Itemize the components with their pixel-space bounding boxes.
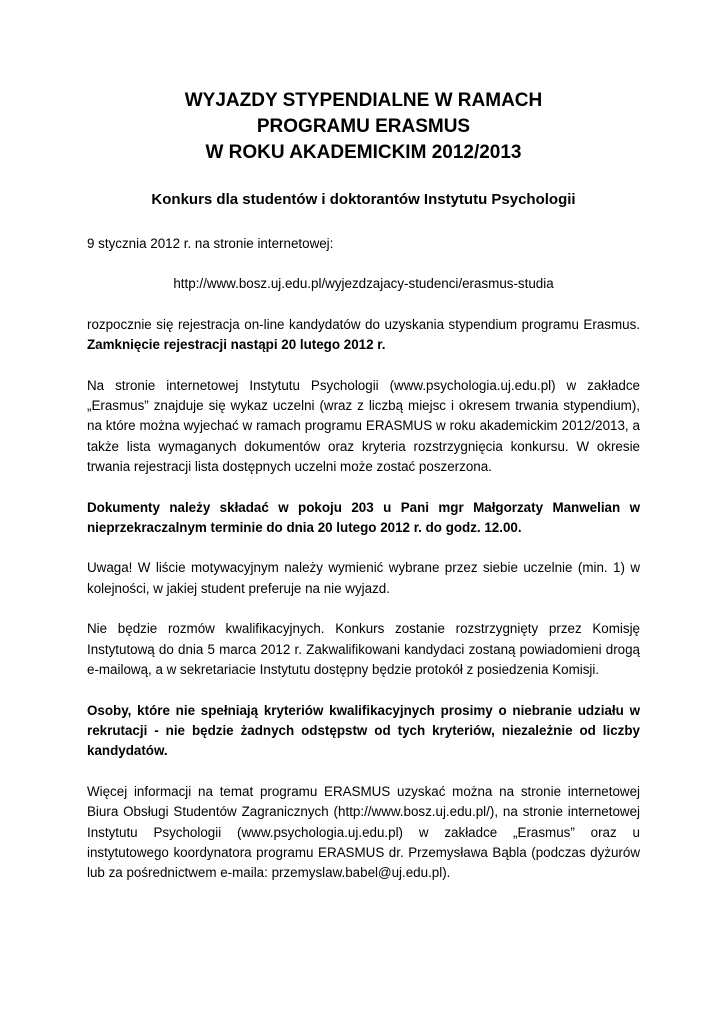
documents-paragraph: Dokumenty należy składać w pokoju 203 u Pani mgr Małgorzaty Manwelian w nieprzekraczalnym terminie do dnia 20 lutego 2012 r. do godz. 12.00. <box>87 499 640 536</box>
registration-deadline: Zamknięcie rejestracji nastąpi 20 lutego 2012 r. <box>87 337 386 353</box>
university-list-paragraph: Na stronie internetowej Instytutu Psychologii (www.psychologia.uj.edu.pl) w zakładce „Erasmus” znajduje się wykaz uczelni (wraz z liczbą miejsc i okresem trwania stypendium), na które można wyjechać w ramach programu ERASMUS w roku akademickim 2012/2013, a także lista wymaganych dokumentów oraz kryteria rozstrzygnięcia konkursu. W okresie trwania rejestracji lista dostępnych uczelni może zostać poszerzona. <box>87 377 640 475</box>
document-content <box>87 88 640 884</box>
more-info-paragraph: Więcej informacji na temat programu ERASMUS uzyskać można na stronie internetowej Biura Obsługi Studentów Zagranicznych (http://www.bosz.uj.edu.pl/), na stronie internetowej Instytutu Psychologii (www.psychologia.uj.edu.pl) w zakładce „Erasmus” oraz u instytutowego koordynatora programu ERASMUS dr. Przemysława Bąbla (podczas dyżurów lub za pośrednictwem e-maila: przemyslaw.babel@uj.edu.pl). <box>87 783 640 881</box>
document-subtitle: Konkurs dla studentów i doktorantów Instytutu Psychologii <box>151 191 576 208</box>
registration-text: rozpocznie się rejestracja on-line kandydatów do uzyskania stypendium programu Erasmus. <box>87 316 640 332</box>
registration-paragraph <box>87 315 640 356</box>
title-line-1: WYJAZDY STYPENDIALNE W RAMACH <box>184 90 543 111</box>
attention-paragraph: Uwaga! W liście motywacyjnym należy wymienić wybrane przez siebie uczelnie (min. 1) w kolejności, w jakiej student preferuje na nie wyjazd. <box>87 560 640 596</box>
title-line-2: PROGRAMU ERASMUS <box>256 116 471 137</box>
document-title <box>87 88 640 166</box>
registration-url: http://www.bosz.uj.edu.pl/wyjezdzajacy-studenci/erasmus-studia <box>173 276 554 292</box>
commission-paragraph: Nie będzie rozmów kwalifikacyjnych. Konkurs zostanie rozstrzygnięty przez Komisję Instytutową do dnia 5 marca 2012 r. Zakwalifikowani kandydaci zostaną powiadomieni drogą e-mailową, a w sekretariacie Instytutu dostępny będzie protokół z posiedzenia Komisji. <box>87 621 640 678</box>
criteria-paragraph: Osoby, które nie spełniają kryteriów kwalifikacyjnych prosimy o niebranie udziału w rekrutacji - nie będzie żadnych odstępstw od tych kryteriów, niezależnie od liczby kandydatów. <box>87 702 640 759</box>
title-line-3: W ROKU AKADEMICKIM 2012/2013 <box>205 142 522 163</box>
date-line: 9 stycznia 2012 r. na stronie internetowej: <box>87 236 334 251</box>
